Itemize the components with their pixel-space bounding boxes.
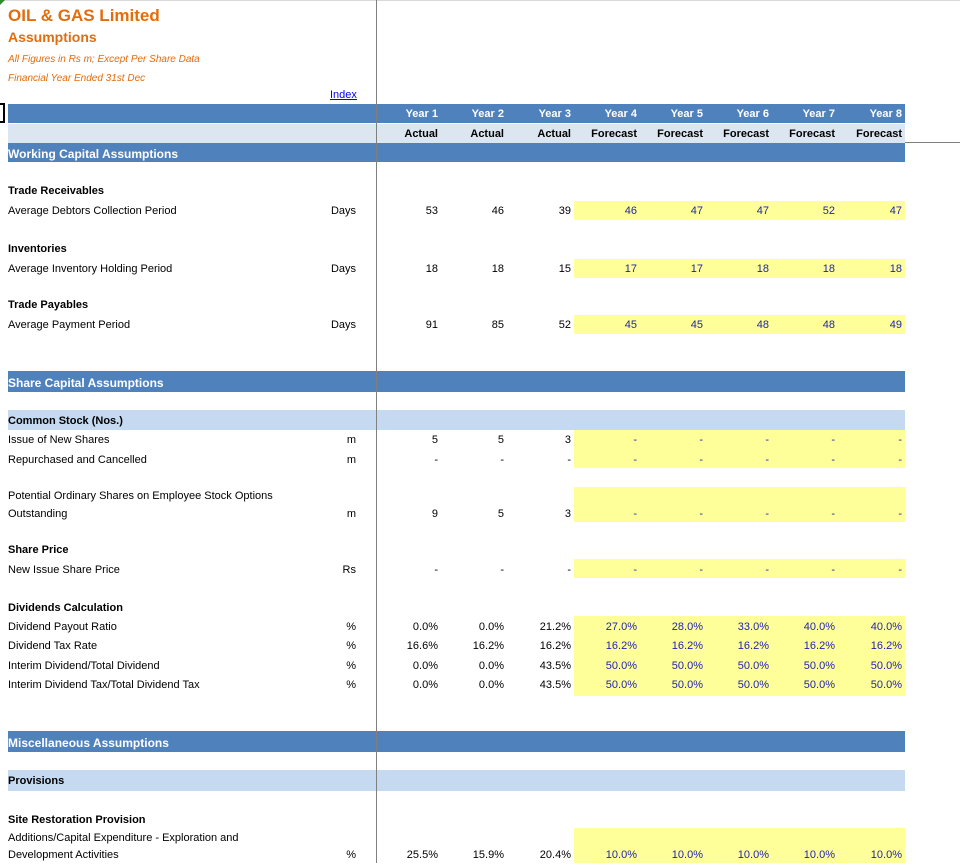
row-label: Dividend Payout Ratio — [8, 621, 117, 633]
column-header-year: Year 7 — [802, 108, 835, 120]
actual-cell: 0.0% — [412, 621, 438, 633]
gridline — [0, 0, 960, 1]
forecast-cell[interactable]: - — [831, 564, 835, 576]
forecast-cell[interactable]: 18 — [756, 263, 769, 275]
subsection-title: Provisions — [8, 775, 65, 787]
section-title: Working Capital Assumptions — [8, 147, 179, 161]
table-row — [0, 660, 960, 678]
forecast-cell[interactable]: - — [898, 508, 902, 520]
forecast-cell[interactable]: 50.0% — [605, 660, 637, 672]
column-header-type: Forecast — [789, 128, 835, 140]
actual-cell: 85 — [491, 319, 504, 331]
forecast-cell[interactable]: 50.0% — [605, 679, 637, 691]
forecast-cell[interactable]: 47 — [756, 205, 769, 217]
actual-cell: - — [434, 564, 438, 576]
index-link[interactable]: Index — [330, 89, 357, 101]
section-title: Miscellaneous Assumptions — [8, 736, 169, 750]
actual-cell: 18 — [491, 263, 504, 275]
forecast-cell[interactable]: 10.0% — [737, 849, 769, 861]
actual-cell: 21.2% — [539, 621, 571, 633]
forecast-cell[interactable]: 52 — [822, 205, 835, 217]
table-row — [0, 564, 960, 582]
row-unit: m — [346, 454, 356, 466]
column-header-year: Year 4 — [604, 108, 637, 120]
row-unit: % — [346, 679, 356, 691]
row-unit: % — [346, 849, 356, 861]
column-header-type: Actual — [404, 128, 438, 140]
forecast-cell[interactable]: 28.0% — [671, 621, 703, 633]
actual-cell: - — [434, 454, 438, 466]
column-header-type: Actual — [470, 128, 504, 140]
actual-cell: 53 — [425, 205, 438, 217]
company-title: OIL & GAS Limited — [8, 6, 160, 25]
column-header-year: Year 1 — [405, 108, 438, 120]
forecast-cell[interactable]: - — [831, 508, 835, 520]
forecast-cell[interactable]: - — [765, 434, 769, 446]
actual-cell: 5 — [497, 434, 504, 446]
forecast-cell[interactable]: 18 — [889, 263, 902, 275]
table-row — [0, 640, 960, 658]
forecast-cell[interactable]: 50.0% — [671, 660, 703, 672]
subsection-provisions — [8, 770, 905, 791]
freeze-pane-divider[interactable] — [905, 142, 960, 143]
forecast-cell[interactable]: 49 — [889, 319, 902, 331]
actual-cell: 18 — [425, 263, 438, 275]
forecast-cell[interactable]: - — [699, 508, 703, 520]
forecast-cell[interactable]: 50.0% — [803, 660, 835, 672]
sheet-title: Assumptions — [8, 29, 97, 45]
actual-cell: 39 — [558, 205, 571, 217]
forecast-cell[interactable]: 17 — [690, 263, 703, 275]
actual-cell: 0.0% — [478, 660, 504, 672]
label-trade-payables: Trade Payables — [8, 299, 89, 311]
row-label: Average Inventory Holding Period — [8, 263, 173, 275]
forecast-cell[interactable]: 10.0% — [671, 849, 703, 861]
forecast-cell[interactable]: 45 — [624, 319, 637, 331]
fy-note: Financial Year Ended 31st Dec — [8, 73, 146, 84]
row-label: Average Debtors Collection Period — [8, 205, 177, 217]
forecast-cell[interactable]: 50.0% — [737, 660, 769, 672]
forecast-cell[interactable]: 40.0% — [803, 621, 835, 633]
forecast-cell[interactable]: 50.0% — [671, 679, 703, 691]
row-unit: % — [346, 660, 356, 672]
row-label: Average Payment Period — [8, 319, 131, 331]
forecast-cell[interactable]: 27.0% — [605, 621, 637, 633]
column-header-year: Year 6 — [736, 108, 769, 120]
column-header-type: Forecast — [856, 128, 902, 140]
table-row — [0, 508, 960, 526]
row-unit: Rs — [342, 564, 356, 576]
table-row — [0, 434, 960, 452]
row-unit: % — [346, 640, 356, 652]
table-row — [0, 849, 960, 867]
label-inventories: Inventories — [8, 243, 67, 255]
actual-cell: 0.0% — [478, 621, 504, 633]
forecast-cell[interactable]: 18 — [822, 263, 835, 275]
actual-cell: 16.2% — [539, 640, 571, 652]
forecast-cell[interactable]: - — [765, 454, 769, 466]
forecast-cell[interactable]: - — [765, 564, 769, 576]
row-unit: m — [346, 434, 356, 446]
column-header-year: Year 8 — [869, 108, 902, 120]
actual-cell: 20.4% — [539, 849, 571, 861]
row-unit: Days — [330, 263, 356, 275]
forecast-cell[interactable]: 16.2% — [803, 640, 835, 652]
actual-cell: 52 — [558, 319, 571, 331]
forecast-cell[interactable]: - — [831, 434, 835, 446]
subsection-common-stock — [8, 410, 905, 430]
table-row — [0, 679, 960, 697]
row-label: Repurchased and Cancelled — [8, 454, 147, 466]
label-options-line1: Potential Ordinary Shares on Employee Stock Options — [8, 490, 273, 502]
forecast-cell[interactable]: - — [633, 508, 637, 520]
actual-cell: 25.5% — [406, 849, 438, 861]
forecast-cell[interactable]: 50.0% — [737, 679, 769, 691]
forecast-cell[interactable]: 50.0% — [870, 660, 902, 672]
column-header-type: Actual — [537, 128, 571, 140]
column-header-year: Year 5 — [670, 108, 703, 120]
row-unit: Days — [330, 205, 356, 217]
forecast-cell[interactable]: 47 — [889, 205, 902, 217]
actual-cell: 0.0% — [412, 660, 438, 672]
forecast-cell[interactable]: 10.0% — [803, 849, 835, 861]
forecast-cell[interactable]: 33.0% — [737, 621, 769, 633]
table-row — [0, 319, 960, 337]
row-label: Interim Dividend Tax/Total Dividend Tax — [8, 679, 200, 691]
forecast-cell[interactable]: 16.2% — [605, 640, 637, 652]
table-row — [0, 205, 960, 223]
actual-cell: 91 — [425, 319, 438, 331]
actual-cell: - — [500, 564, 504, 576]
actual-cell: 16.2% — [472, 640, 504, 652]
forecast-cell[interactable]: - — [765, 508, 769, 520]
freeze-pane-divider[interactable] — [376, 0, 377, 863]
label-additions-line1: Additions/Capital Expenditure - Exploration and — [8, 832, 239, 844]
table-row — [0, 621, 960, 639]
forecast-cell[interactable]: - — [898, 564, 902, 576]
section-title: Share Capital Assumptions — [8, 376, 164, 390]
forecast-cell[interactable]: 46 — [624, 205, 637, 217]
forecast-cell[interactable]: 47 — [690, 205, 703, 217]
forecast-cell[interactable]: - — [898, 454, 902, 466]
row-unit: Days — [330, 319, 356, 331]
row-label: Outstanding — [8, 508, 68, 520]
row-unit: % — [346, 621, 356, 633]
row-label: Interim Dividend/Total Dividend — [8, 660, 160, 672]
section-working-capital — [8, 143, 905, 162]
actual-cell: 3 — [564, 508, 571, 520]
forecast-cell[interactable]: 48 — [822, 319, 835, 331]
actual-cell: 3 — [564, 434, 571, 446]
forecast-cell[interactable]: 10.0% — [605, 849, 637, 861]
actual-cell: - — [567, 454, 571, 466]
row-unit: m — [346, 508, 356, 520]
actual-cell: 15.9% — [472, 849, 504, 861]
forecast-cell[interactable]: 50.0% — [870, 679, 902, 691]
actual-cell: 5 — [431, 434, 438, 446]
column-header-type: Forecast — [723, 128, 769, 140]
table-row — [0, 454, 960, 472]
forecast-cell[interactable]: - — [633, 434, 637, 446]
actual-cell: 43.5% — [539, 679, 571, 691]
forecast-cell[interactable]: - — [633, 564, 637, 576]
column-header-type: Forecast — [591, 128, 637, 140]
forecast-cell[interactable]: - — [831, 454, 835, 466]
forecast-cell[interactable]: - — [699, 454, 703, 466]
actual-cell: - — [500, 454, 504, 466]
row-label: Development Activities — [8, 849, 119, 861]
section-miscellaneous — [8, 731, 905, 752]
forecast-cell[interactable]: - — [898, 434, 902, 446]
forecast-cell[interactable]: 50.0% — [803, 679, 835, 691]
actual-cell: 0.0% — [412, 679, 438, 691]
actual-cell: 9 — [431, 508, 438, 520]
label-share-price: Share Price — [8, 544, 69, 556]
row-label: New Issue Share Price — [8, 564, 120, 576]
label-dividends: Dividends Calculation — [8, 602, 123, 614]
actual-cell: 15 — [558, 263, 571, 275]
forecast-cell[interactable]: 45 — [690, 319, 703, 331]
actual-cell: - — [567, 564, 571, 576]
active-cell-cursor[interactable] — [0, 103, 5, 123]
actual-cell: 16.6% — [406, 640, 438, 652]
actual-cell: 43.5% — [539, 660, 571, 672]
forecast-cell[interactable]: 17 — [624, 263, 637, 275]
forecast-cell[interactable]: - — [633, 454, 637, 466]
label-trade-receivables: Trade Receivables — [8, 185, 105, 197]
forecast-cell[interactable]: - — [699, 434, 703, 446]
column-header-type: Forecast — [657, 128, 703, 140]
forecast-cell[interactable]: 10.0% — [870, 849, 902, 861]
section-share-capital — [8, 371, 905, 392]
table-row — [0, 263, 960, 281]
row-label: Dividend Tax Rate — [8, 640, 98, 652]
forecast-cell[interactable]: 48 — [756, 319, 769, 331]
units-note: All Figures in Rs m; Except Per Share Data — [8, 54, 200, 65]
label-site-restoration: Site Restoration Provision — [8, 814, 146, 826]
forecast-cell[interactable]: 16.2% — [737, 640, 769, 652]
actual-cell: 5 — [497, 508, 504, 520]
column-header-year: Year 3 — [538, 108, 571, 120]
forecast-cell[interactable]: - — [699, 564, 703, 576]
column-header-year: Year 2 — [471, 108, 504, 120]
forecast-cell[interactable]: 40.0% — [870, 621, 902, 633]
row-label: Issue of New Shares — [8, 434, 110, 446]
forecast-cell[interactable]: 16.2% — [671, 640, 703, 652]
actual-cell: 46 — [491, 205, 504, 217]
actual-cell: 0.0% — [478, 679, 504, 691]
error-indicator-icon — [0, 0, 5, 5]
forecast-cell[interactable]: 16.2% — [870, 640, 902, 652]
subsection-title: Common Stock (Nos.) — [8, 415, 123, 427]
